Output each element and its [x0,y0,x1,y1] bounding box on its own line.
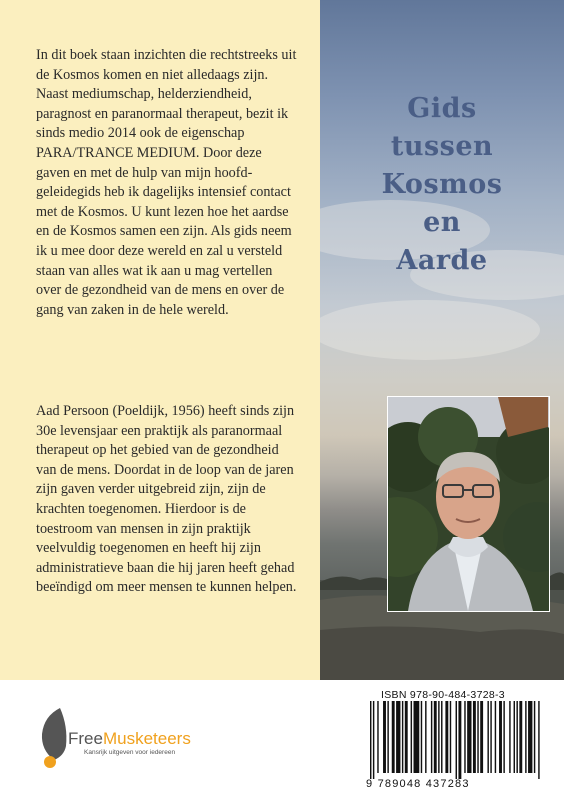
barcode-bar [438,701,439,773]
barcode-bar [425,701,426,773]
barcode-bar [431,701,432,773]
author-bio-paragraph: Aad Persoon (Poeldijk, 1956) heeft sinds zijn 30e levensjaar een praktijk als paranormaal therapeut op het gebied van de gezondheid van de mens. Doordat in de loop van de jaren zijn gaven verder uitgebreid zijn, zijn de krachten toegenomen. Hierdoor is de toestroom van mensen in zijn praktijk veelvuldig toegenomen en heeft hij zijn administratieve baan die hij jaren heeft gehad beeïndigd om meer mensen te kunnen helpen. [36,403,297,596]
barcode-bar [377,701,378,773]
barcode-bar [414,701,420,773]
publisher-name [68,729,191,749]
publisher-logo-icon [38,706,68,770]
barcode-bar [487,701,488,773]
title-line: Kosmos [381,169,503,200]
title-line: Aarde [396,245,488,276]
barcode-bar [477,701,478,773]
cloud-shape [320,300,540,360]
back-cover-text-panel [0,0,320,680]
barcode-bar [464,701,465,773]
barcode-bar [514,701,515,773]
barcode-bar [370,701,371,779]
title-line: en [423,207,461,238]
barcode-bar [458,701,461,779]
barcode-bar [503,701,504,773]
isbn-label: ISBN 978-90-484-3728-3 [381,689,505,701]
barcode-bar [402,701,403,773]
publisher-name-musketeers: Musketeers [102,729,191,748]
barcode-bar [383,701,386,773]
barcode-bar [525,701,526,773]
barcode-bar [456,701,457,779]
publisher-name-free: Free [68,729,103,748]
barcode-bar [405,701,408,773]
barcode-bar [509,701,510,773]
barcode-bar [445,701,448,773]
barcode-bar [473,701,476,773]
title-line: Gids [407,93,477,124]
barcode-bar [534,701,535,773]
author-photo [387,396,550,612]
barcode-bar [434,701,437,773]
barcode-bar [519,701,522,773]
barcode-bar [411,701,412,773]
blurb-paragraph-1: In dit boek staan inzichten die rechtstreeks uit de Kosmos komen en niet alledaags zijn. Naast mediumschap, helderziendheid, paragnost en paranormaal therapeut, bezit ik sinds medio 2014 ook de eigenschap PARA/TRANCE MEDIUM. Door deze gaven en met de hulp van mijn hoofd-geleidegids heb ik dagelijks intensief contact met de Kosmos. U kunt lezen hoe het aardse en de Kosmos samen een zijn. Als gids neem ik u mee door deze wereld en zal u versteld staan van alles wat ik aan u mag vertellen over de gezondheid van de mens en over de gang van zaken in de hele wereld. [36,47,297,318]
publisher-tagline: Kansrijk uitgeven voor iedereen [84,749,176,756]
barcode-bar [421,701,422,773]
title-line: tussen [390,131,494,162]
barcode-bar [392,701,395,773]
barcode-bar [528,701,532,773]
barcode-bar [538,701,539,779]
barcode-bar [480,701,483,773]
book-title [320,90,564,280]
barcode-bar [516,701,517,773]
barcode-bar [467,701,471,773]
barcode-bar [387,701,388,773]
isbn-barcode [366,701,556,779]
barcode-bar [450,701,451,773]
barcode-bar [495,701,496,773]
sky-landscape-panel [320,0,564,680]
barcode-bar [396,701,400,773]
barcode-bar [373,701,374,779]
barcode-bar [490,701,491,773]
barcode-bar [499,701,502,773]
barcode-number: 9 789048 437283 [366,778,470,790]
barcode-bar [441,701,442,773]
publisher-logo [38,706,228,770]
